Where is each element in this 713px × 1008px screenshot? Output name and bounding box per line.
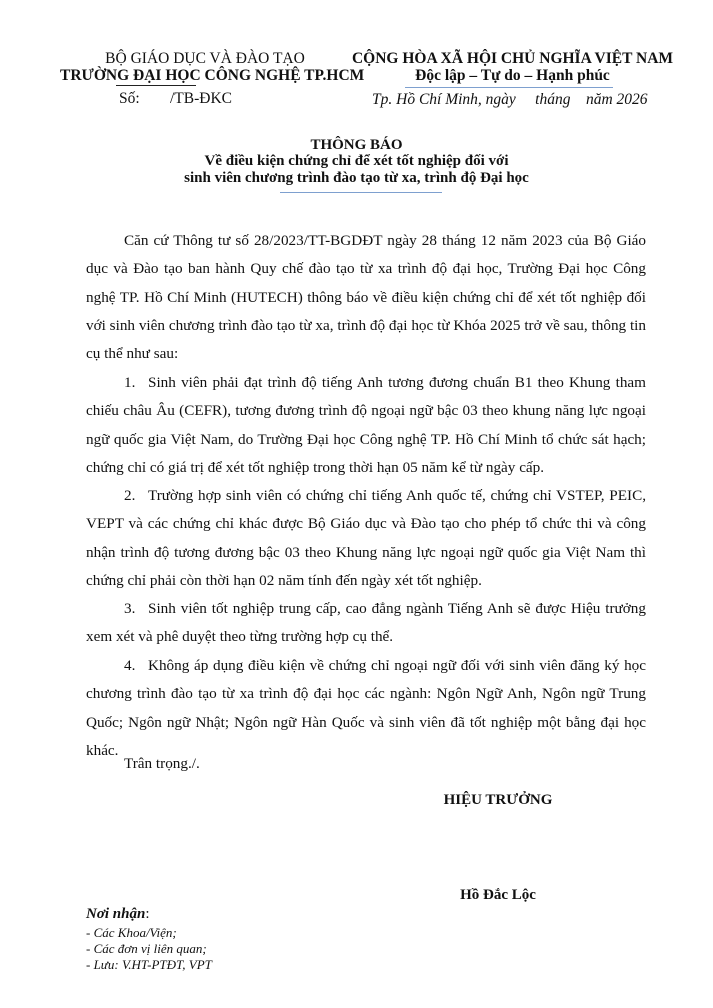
list-item-text: Sinh viên phải đạt trình độ tiếng Anh tương đương chuẩn B1 theo Khung tham chiếu châu Âu (CEFR), tương đương trình độ ngoại ngữ bậc 03 theo khung năng lực ngoại ngữ quốc gia Việt Nam, do Trường Đại học Công nghệ TP. Hồ Chí Minh tổ chức sát hạch; chứng chỉ có giá trị để xét tốt nghiệp trong thời hạn 05 năm kể từ ngày cấp. [86, 374, 646, 476]
signer-name: Hồ Đắc Lộc [460, 887, 536, 903]
list-item-number: 1. [124, 374, 136, 391]
list-item-text: Sinh viên tốt nghiệp trung cấp, cao đẳng ngành Tiếng Anh sẽ được Hiệu trưởng xem xét và phê duyệt theo từng trường hợp cụ thể. [86, 600, 646, 646]
list-item-number: 3. [124, 600, 136, 617]
nation-motto: Độc lập – Tự do – Hạnh phúc [415, 67, 610, 84]
list-item [86, 652, 646, 765]
signer-position: HIỆU TRƯỞNG [443, 792, 553, 808]
list-item-text: Trường hợp sinh viên có chứng chỉ tiếng Anh quốc tế, chứng chỉ VSTEP, PEIC, VEPT và các chứng chỉ khác được Bộ Giáo dục và Đào tạo cho phép tổ chức thi và công nhận trình độ tương đương bậc 03 theo Khung năng lực ngoại ngữ quốc gia Việt Nam thì chứng chỉ phải còn thời hạn 02 năm tính đến ngày xét tốt nghiệp. [86, 487, 646, 589]
recipient-item: - Các đơn vị liên quan; [86, 941, 207, 956]
list-item-number: 2. [124, 487, 136, 504]
school-underline [116, 85, 196, 86]
ministry-name: BỘ GIÁO DỤC VÀ ĐÀO TẠO [105, 50, 305, 67]
recipients-heading [86, 906, 150, 923]
list-item [86, 369, 646, 482]
list-item-number: 4. [124, 657, 136, 674]
list-item-text: Không áp dụng điều kiện về chứng chỉ ngoại ngữ đối với sinh viên đăng ký học chương trình đào tạo từ xa trình độ đại học các ngành: Ngôn Ngữ Anh, Ngôn ngữ Trung Quốc; Ngôn ngữ Nhật; Ngôn ngữ Hàn Quốc và sinh viên đã tốt nghiệp một bằng đại học khác. [86, 657, 646, 759]
closing-paragraph [86, 750, 646, 778]
document-subtitle-line2: sinh viên chương trình đào tạo từ xa, trình độ Đại học [184, 170, 529, 186]
intro-paragraph [86, 227, 646, 368]
document-number-code: /TB-ĐKC [170, 90, 232, 107]
recipients-label: Nơi nhận [86, 906, 146, 922]
list-item [86, 595, 646, 652]
document-number-label: Số: [119, 90, 140, 107]
school-name: TRƯỜNG ĐẠI HỌC CÔNG NGHỆ TP.HCM [60, 67, 365, 84]
motto-underline [405, 87, 613, 88]
title-underline [280, 192, 442, 193]
document-heading: THÔNG BÁO [310, 137, 403, 153]
document-subtitle-line1: Về điều kiện chứng chỉ để xét tốt nghiệp đối với [204, 153, 509, 169]
intro-text: Căn cứ Thông tư số 28/2023/TT-BGDĐT ngày 28 tháng 12 năm 2023 của Bộ Giáo dục và Đào tạo ban hành Quy chế đào tạo từ xa trình độ đại học, Trường Đại học Công nghệ TP. Hồ Chí Minh (HUTECH) thông báo về điều kiện chứng chỉ để xét tốt nghiệp đối với sinh viên chương trình đào tạo từ xa, trình độ đại học từ Khóa 2025 trở về sau, thông tin cụ thể như sau: [86, 232, 646, 363]
list-item [86, 482, 646, 595]
nation-title: CỘNG HÒA XÃ HỘI CHỦ NGHĨA VIỆT NAM [351, 50, 674, 67]
closing-text: Trân trọng./. [124, 755, 200, 772]
place-date: Tp. Hồ Chí Minh, ngày tháng năm 2026 [372, 91, 648, 108]
recipient-item: - Lưu: V.HT-PTĐT, VPT [86, 957, 212, 972]
recipients-colon: : [145, 906, 150, 922]
recipient-item: - Các Khoa/Viện; [86, 925, 177, 940]
